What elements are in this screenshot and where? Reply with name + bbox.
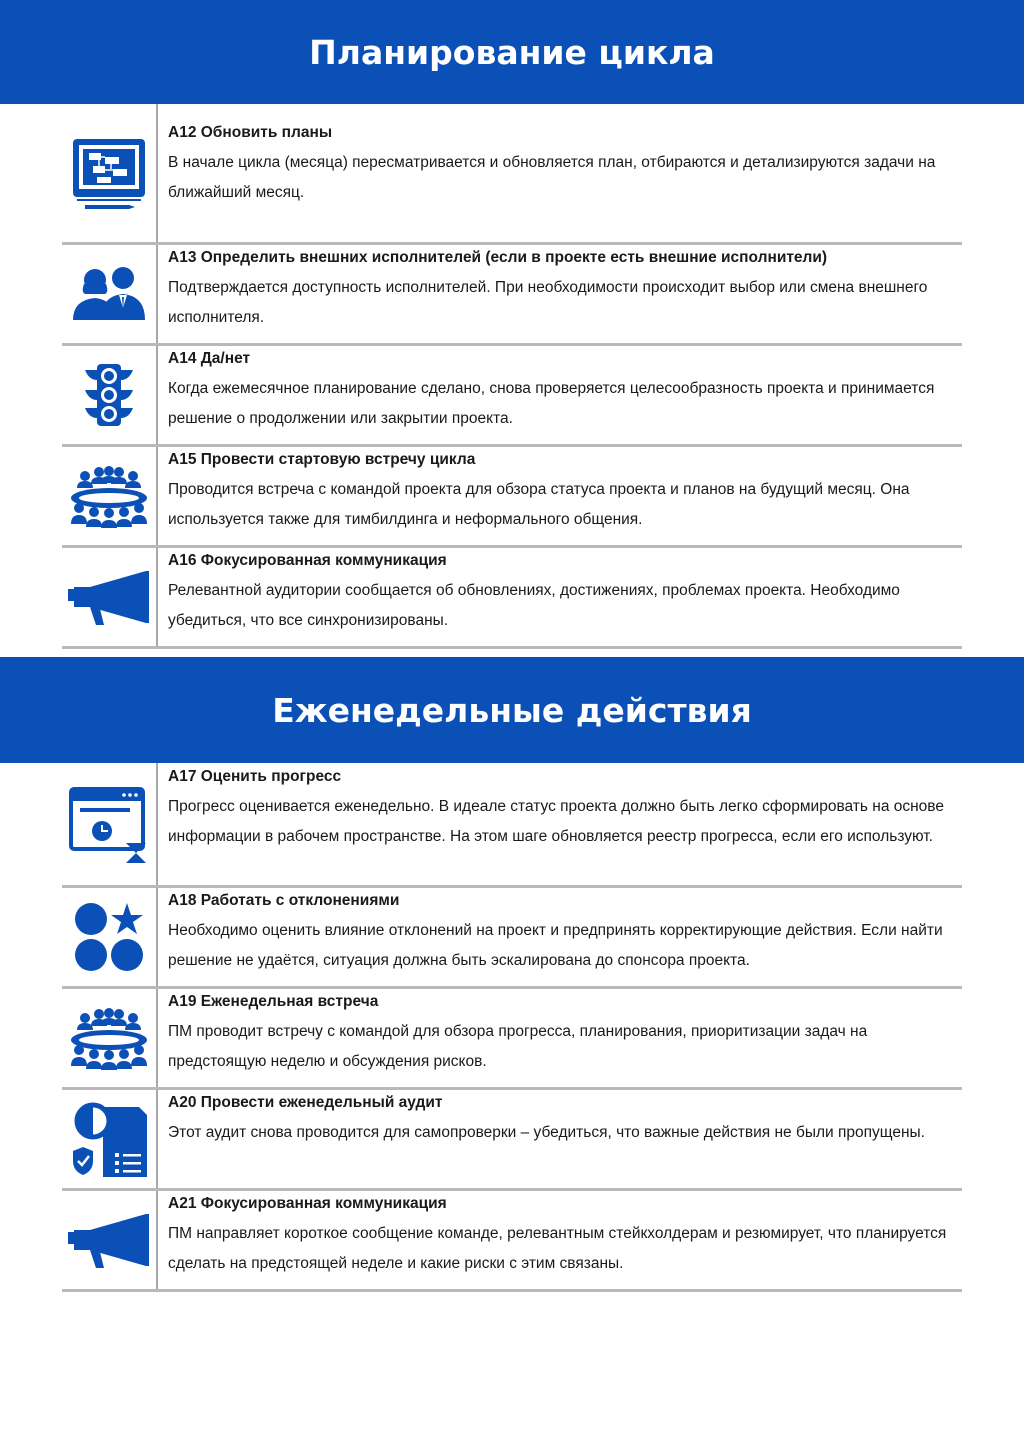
item-description: Релевантной аудитории сообщается об обновлениях, достижениях, проблемах проекта. Необходимо убедиться, что все синхронизированы. <box>168 582 900 629</box>
item-title: А15 Провести стартовую встречу цикла <box>168 451 476 468</box>
item-title: А16 Фокусированная коммуникация <box>168 552 447 569</box>
item-title: А13 Определить внешних исполнителей (если в проекте есть внешние исполнители) <box>168 249 828 266</box>
icon-cell <box>62 245 158 343</box>
section-title: Еженедельные действия <box>272 690 752 730</box>
item-title: А20 Провести еженедельный аудит <box>168 1094 443 1111</box>
icon-cell <box>62 104 158 242</box>
item-description: Подтверждается доступность исполнителей. При необходимости происходит выбор или смена внешнего исполнителя. <box>168 279 928 326</box>
icon-cell <box>62 1191 158 1289</box>
item-description: Этот аудит снова проводится для самопроверки – убедиться, что важные действия не были пропущены. <box>168 1124 925 1141</box>
item-description: Необходимо оценить влияние отклонений на проект и предпринять корректирующие действия. Если найти решение не удаётся, ситуация должна быть эскалирована до спонсора проекта. <box>168 922 943 969</box>
item-description: Когда ежемесячное планирование сделано, снова проверяется целесообразность проекта и принимается решение о продолжении или закрытии проекта. <box>168 380 935 427</box>
list-item <box>62 104 962 245</box>
audit-icon <box>69 1099 149 1179</box>
section-banner-weekly <box>0 657 1024 763</box>
icon-cell <box>62 548 158 646</box>
icon-cell <box>62 447 158 545</box>
list-item <box>62 346 962 447</box>
icon-cell <box>62 1090 158 1188</box>
item-description: Прогресс оценивается еженедельно. В идеале статус проекта должно быть легко сформировать на основе информации в рабочем пространстве. На этом шаге обновляется реестр прогресса, если его используют. <box>168 798 944 845</box>
item-title: А21 Фокусированная коммуникация <box>168 1195 447 1212</box>
list-item <box>62 447 962 548</box>
megaphone-icon <box>68 1210 150 1270</box>
traffic-light-icon <box>81 362 137 428</box>
section-banner-planning <box>0 0 1024 104</box>
item-title: А19 Еженедельная встреча <box>168 993 379 1010</box>
section-title: Планирование цикла <box>309 32 715 72</box>
list-item <box>62 548 962 649</box>
icon-cell <box>62 888 158 986</box>
item-title: А18 Работать с отклонениями <box>168 892 400 909</box>
people-icon <box>71 264 147 324</box>
item-title: А14 Да/нет <box>168 350 251 367</box>
icon-cell <box>62 989 158 1087</box>
progress-window-icon <box>68 783 150 865</box>
plan-board-icon <box>69 133 149 213</box>
item-description: Проводится встреча с командой проекта для обзора статуса проекта и планов на будущий месяц. Она используется также для тимбилдинга и неформального общения. <box>168 481 910 528</box>
list-item <box>62 245 962 346</box>
shapes-star-icon <box>73 901 145 973</box>
list-item <box>62 989 962 1090</box>
icon-cell <box>62 763 158 885</box>
list-item <box>62 763 962 888</box>
item-description: В начале цикла (месяца) пересматривается и обновляется план, отбираются и детализируются задачи на ближайший месяц. <box>168 154 936 201</box>
megaphone-icon <box>68 567 150 627</box>
team-meeting-icon <box>69 1006 149 1070</box>
list-item <box>62 1090 962 1191</box>
item-title: А17 Оценить прогресс <box>168 768 342 785</box>
item-description: ПМ направляет короткое сообщение команде, релевантным стейкхолдерам и резюмирует, что планируется сделать на предстоящей неделе и какие риски с этим связаны. <box>168 1225 947 1272</box>
icon-cell <box>62 346 158 444</box>
item-title: А12 Обновить планы <box>168 124 333 141</box>
weekly-section <box>62 763 962 1292</box>
item-description: ПМ проводит встречу с командой для обзора прогресса, планирования, приоритизации задач на предстоящую неделю и обсуждения рисков. <box>168 1023 868 1070</box>
team-meeting-icon <box>69 464 149 528</box>
planning-section <box>62 104 962 649</box>
list-item <box>62 1191 962 1292</box>
list-item <box>62 888 962 989</box>
